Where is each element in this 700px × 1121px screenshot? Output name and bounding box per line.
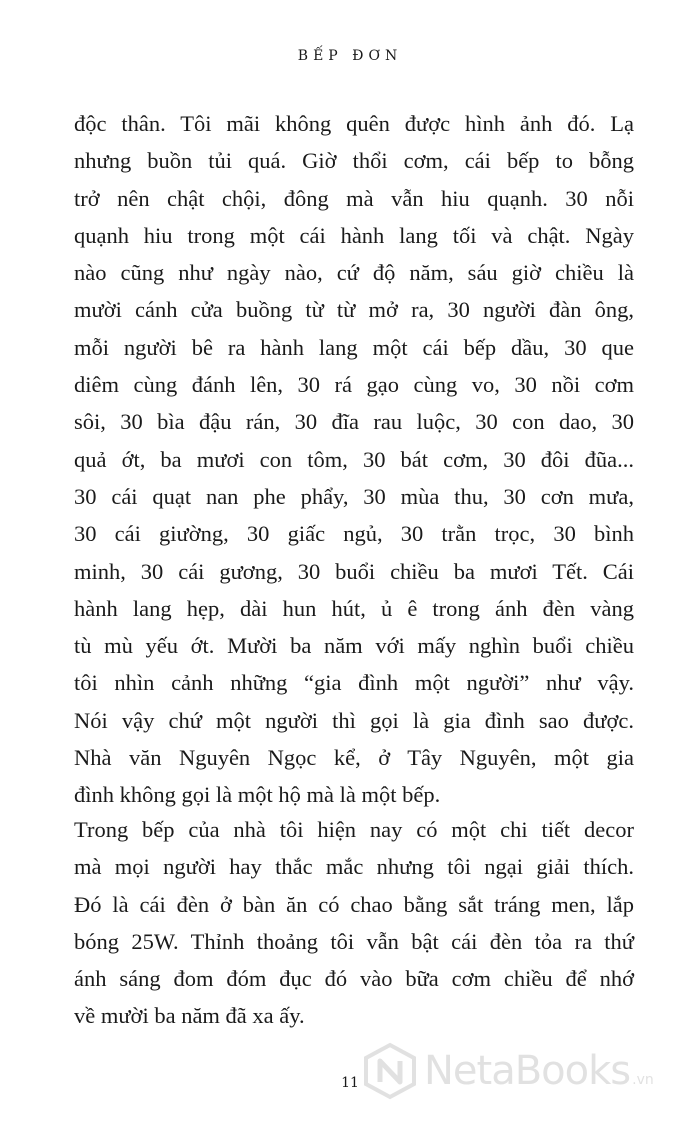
text-line: ánh sáng đom đóm đục đó vào bữa cơm chiều để nhớ (74, 966, 634, 992)
text-line: 30 cái giường, 30 giấc ngủ, 30 trằn trọc, 30 bình (74, 521, 634, 547)
text-line: mười cánh cửa buồng từ từ mở ra, 30 người đàn ông, (74, 297, 634, 323)
text-line: nào cũng như ngày nào, cứ độ năm, sáu giờ chiều là (74, 260, 634, 286)
text-line: 30 cái quạt nan phe phẩy, 30 mùa thu, 30 cơn mưa, (74, 483, 634, 509)
watermark-brand: NetaBooks (424, 1048, 631, 1094)
text-line: Đó là cái đèn ở bàn ăn có chao bằng sắt tráng men, lắp (74, 891, 634, 917)
page-number: 11 (341, 1075, 359, 1091)
text-line: tôi nhìn cảnh những “gia đình một người” như vậy. (74, 670, 634, 696)
paragraph-2 (74, 811, 634, 1035)
netabooks-logo-icon (362, 1042, 418, 1100)
running-header: BẾP ĐƠN (297, 48, 403, 64)
text-line: minh, 30 cái gương, 30 buổi chiều ba mươi Tết. Cái (74, 558, 634, 584)
text-line: về mười ba năm đã xa ấy. (74, 1003, 305, 1029)
text-line: Nhà văn Nguyên Ngọc kể, ở Tây Nguyên, một gia (74, 745, 634, 771)
watermark (362, 1042, 654, 1100)
text-line: sôi, 30 bìa đậu rán, 30 đĩa rau luộc, 30 con dao, 30 (74, 409, 634, 435)
text-line: nhưng buồn tủi quá. Giờ thổi cơm, cái bếp to bỗng (74, 148, 634, 174)
text-line: quả ớt, ba mươi con tôm, 30 bát cơm, 30 đôi đũa... (74, 446, 634, 472)
text-line: mà mọi người hay thắc mắc nhưng tôi ngại giải thích. (74, 854, 634, 880)
text-line: độc thân. Tôi mãi không quên được hình ảnh đó. Lạ (74, 111, 634, 136)
text-line: mỗi người bê ra hành lang một cái bếp dầu, 30 que (74, 334, 634, 360)
text-line: quạnh hiu trong một cái hành lang tối và chật. Ngày (74, 222, 634, 248)
text-line: trở nên chật chội, đông mà vẫn hiu quạnh. 30 nỗi (74, 185, 634, 211)
text-line: diêm cùng đánh lên, 30 rá gạo cùng vo, 30 nồi cơm (74, 372, 634, 398)
text-line: bóng 25W. Thỉnh thoảng tôi vẫn bật cái đèn tỏa ra thứ (74, 928, 634, 954)
paragraph-1 (74, 105, 634, 814)
text-line: Nói vậy chứ một người thì gọi là gia đình sao được. (74, 707, 634, 733)
text-line: đình không gọi là một hộ mà là một bếp. (74, 782, 441, 808)
watermark-suffix: .vn (632, 1072, 654, 1088)
text-line: Trong bếp của nhà tôi hiện nay có một chi tiết decor (74, 817, 634, 842)
text-line: hành lang hẹp, dài hun hút, ủ ê trong ánh đèn vàng (74, 595, 634, 621)
text-line: tù mù yếu ớt. Mười ba năm với mấy nghìn buổi chiều (74, 633, 634, 659)
